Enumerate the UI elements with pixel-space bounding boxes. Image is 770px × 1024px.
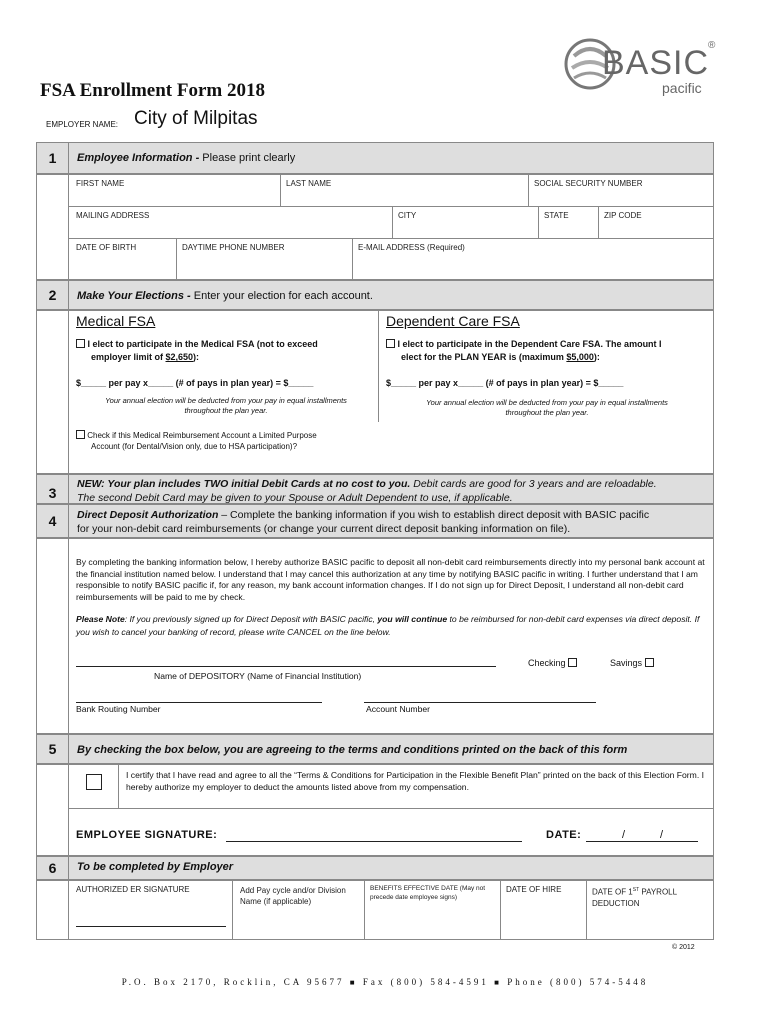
direct-deposit-line2: for your non-debit card reimbursements (or change your current direct deposit banking information on file). (77, 523, 571, 535)
mailing-address-field[interactable]: MAILING ADDRESS (76, 211, 150, 220)
logo-text: BASIC (602, 44, 710, 82)
routing-number-label: Bank Routing Number (76, 704, 161, 714)
basic-pacific-logo (560, 34, 720, 104)
employer-name-label: EMPLOYER NAME: (46, 120, 119, 129)
limited-purpose-line2: Account (for Dental/Vision only, due to HSA participation)? (91, 442, 298, 451)
savings-checkbox[interactable] (645, 658, 654, 667)
limited-purpose-checkbox[interactable] (76, 430, 85, 439)
section-number: 6 (37, 857, 69, 879)
dependent-elect-checkbox[interactable] (386, 339, 395, 348)
employer-name-value: City of Milpitas (134, 108, 258, 129)
limited-purpose-line1: Check if this Medical Reimbursement Account a Limited Purpose (87, 431, 317, 440)
form-title: FSA Enrollment Form 2018 (40, 80, 266, 101)
daytime-phone-field[interactable]: DAYTIME PHONE NUMBER (182, 243, 285, 252)
dependent-elect-option[interactable] (386, 338, 662, 364)
medical-limit: $2,650 (165, 352, 194, 362)
section-number: 3 (37, 475, 69, 503)
please-note-c: to be reimbursed for non-debit card expenses via direct deposit. If you wish to cancel your banking of record, please write CANCEL on the line below. (76, 614, 700, 637)
first-payroll-deduction-field[interactable] (592, 885, 708, 909)
please-note-a: : If you previously signed up for Direct Deposit with BASIC pacific, (124, 614, 378, 624)
depository-name-line[interactable] (76, 666, 496, 667)
please-note-label: Please Note (76, 614, 125, 624)
footer-address: P.O. Box 2170, Rocklin, CA 95677 (121, 977, 345, 987)
dependent-note (386, 398, 708, 418)
section-2-header (36, 280, 714, 310)
section-note: Please print clearly (202, 152, 296, 164)
dependent-elect-line1: I elect to participate in the Dependent Care FSA. The amount I (397, 339, 662, 349)
copyright: © 2012 (672, 944, 695, 951)
zip-code-field[interactable]: ZIP CODE (604, 211, 642, 220)
account-number-line[interactable] (364, 702, 596, 703)
ssn-field[interactable]: SOCIAL SECURITY NUMBER (534, 179, 643, 188)
dependent-limit: $5,000 (566, 352, 594, 362)
medical-elect-line1: I elect to participate in the Medical FSA (not to exceed (87, 339, 318, 349)
checking-label: Checking (528, 658, 566, 668)
medical-elect-post: ): (193, 352, 200, 362)
state-field[interactable]: STATE (544, 211, 569, 220)
section-number: 2 (37, 281, 69, 309)
section-note: Enter your election for each account. (193, 290, 373, 302)
medical-note (76, 396, 376, 416)
medical-elect-pre: employer limit of (91, 352, 166, 362)
date-slash-2: / (660, 829, 664, 841)
payroll-post: PAYROLL DEDUCTION (592, 887, 677, 908)
section-title: To be completed by Employer (77, 861, 234, 873)
date-slash-1: / (622, 829, 626, 841)
footer-contact: P.O. Box 2170, Rocklin, CA 95677 ■ Fax (800) 584-4591 ■ Phone (800) 574-5448 (121, 977, 649, 987)
payroll-pre: DATE OF 1 (592, 887, 633, 897)
benefits-effective-date-field[interactable]: BENEFITS EFFECTIVE DATE (May not precede date employee signs) (370, 885, 486, 901)
footer-phone: Phone (800) 574-5448 (507, 977, 649, 987)
city-field[interactable]: CITY (398, 211, 417, 220)
pay-cycle-field[interactable]: Add Pay cycle and/or Division Name (if applicable) (240, 886, 346, 906)
direct-deposit-title: Direct Deposit Authorization (77, 509, 219, 521)
employee-signature-label: EMPLOYEE SIGNATURE: (76, 829, 218, 841)
section-number: 1 (37, 143, 69, 173)
section-5-header (36, 734, 714, 764)
direct-deposit-rest: – Complete the banking information if you wish to establish direct deposit with BASIC pacific (218, 509, 650, 521)
medical-elect-option[interactable] (76, 338, 318, 364)
account-number-label: Account Number (366, 704, 431, 714)
employee-signature-line[interactable] (226, 841, 522, 842)
employee-info-box (36, 174, 714, 280)
medical-note-line2: throughout the plan year. (184, 406, 268, 415)
logo-reg: ® (708, 40, 716, 51)
section-title: Make Your Elections - (77, 290, 194, 302)
debit-card-line2: The second Debit Card may be given to your Spouse or Adult Dependent to use, if applicable. (77, 492, 513, 504)
section-3-header (36, 474, 714, 504)
section-1-header (36, 142, 714, 174)
certify-text: I certify that I have read and agree to all the “Terms & Conditions for Participation in the Flexible Benefit Plan” printed on the back of this Election Form. I hereby authorize my employer to deduct the amounts listed above from my compensation. (126, 770, 704, 792)
authorized-er-signature-field[interactable]: AUTHORIZED ER SIGNATURE (76, 885, 190, 894)
direct-deposit-authorization-text: By completing the banking information below, I hereby authorize BASIC pacific to deposit all non-debit card reimbursements directly into my personal bank account at the financial institution named below. I understand that I may cancel this authorization at any time by notifying BASIC pacific in writing. I further understand that I am responsible to notify BASIC pacific if, for any reason, my bank account information changes. If I do not sign up for Direct Deposit, I understand all non-debit card reimbursements will be paid to me by check. (76, 557, 705, 602)
please-note-b: you will continue (377, 614, 448, 624)
dependent-note-line1: Your annual election will be deducted from your pay in equal installments (426, 398, 668, 407)
dependent-elect-post: ): (593, 352, 600, 362)
routing-number-line[interactable] (76, 702, 322, 703)
savings-option[interactable] (610, 658, 654, 668)
last-name-field[interactable]: LAST NAME (286, 179, 332, 188)
checking-option[interactable] (528, 658, 577, 668)
depository-label: Name of DEPOSITORY (Name of Financial Institution) (154, 671, 362, 681)
date-of-hire-field[interactable]: DATE OF HIRE (506, 885, 562, 894)
footer-fax: Fax (800) 584-4591 (362, 977, 489, 987)
debit-card-lead: NEW: Your plan includes TWO initial Debit Cards at no cost to you. (77, 478, 411, 490)
dependent-note-line2: throughout the plan year. (505, 408, 589, 417)
dependent-formula[interactable]: $_____ per pay x_____ (# of pays in plan year) = $_____ (386, 378, 624, 388)
medical-note-line1: Your annual election will be deducted from your pay in equal installments (105, 396, 347, 405)
limited-purpose-option[interactable] (76, 430, 317, 452)
section-4-header (36, 504, 714, 538)
section-title: Employee Information - (77, 152, 203, 164)
debit-card-rest: Debit cards are good for 3 years and are reloadable. (410, 478, 657, 490)
email-field[interactable]: E-MAIL ADDRESS (Required) (358, 243, 465, 252)
certify-checkbox[interactable] (86, 774, 102, 790)
date-of-birth-field[interactable]: DATE OF BIRTH (76, 243, 137, 252)
section-number: 5 (37, 735, 69, 763)
signature-date-line[interactable] (586, 841, 698, 842)
savings-label: Savings (610, 658, 643, 668)
checking-checkbox[interactable] (568, 658, 577, 667)
payroll-sup: ST (632, 887, 640, 893)
logo-sub: pacific (662, 80, 702, 96)
authorized-er-signature-line[interactable] (76, 926, 226, 927)
date-label: DATE: (546, 829, 582, 841)
section-6-header (36, 856, 714, 880)
medical-elect-checkbox[interactable] (76, 339, 85, 348)
section-number: 4 (37, 505, 69, 537)
medical-formula[interactable]: $_____ per pay x_____ (# of pays in plan year) = $_____ (76, 378, 314, 388)
first-name-field[interactable]: FIRST NAME (76, 179, 125, 188)
medical-fsa-heading: Medical FSA (76, 313, 156, 329)
section-title: By checking the box below, you are agreeing to the terms and conditions printed on the back of this form (77, 744, 628, 756)
dependent-care-fsa-heading: Dependent Care FSA (386, 313, 520, 329)
please-note (76, 613, 706, 639)
dependent-elect-pre: elect for the PLAN YEAR is (maximum (401, 352, 567, 362)
